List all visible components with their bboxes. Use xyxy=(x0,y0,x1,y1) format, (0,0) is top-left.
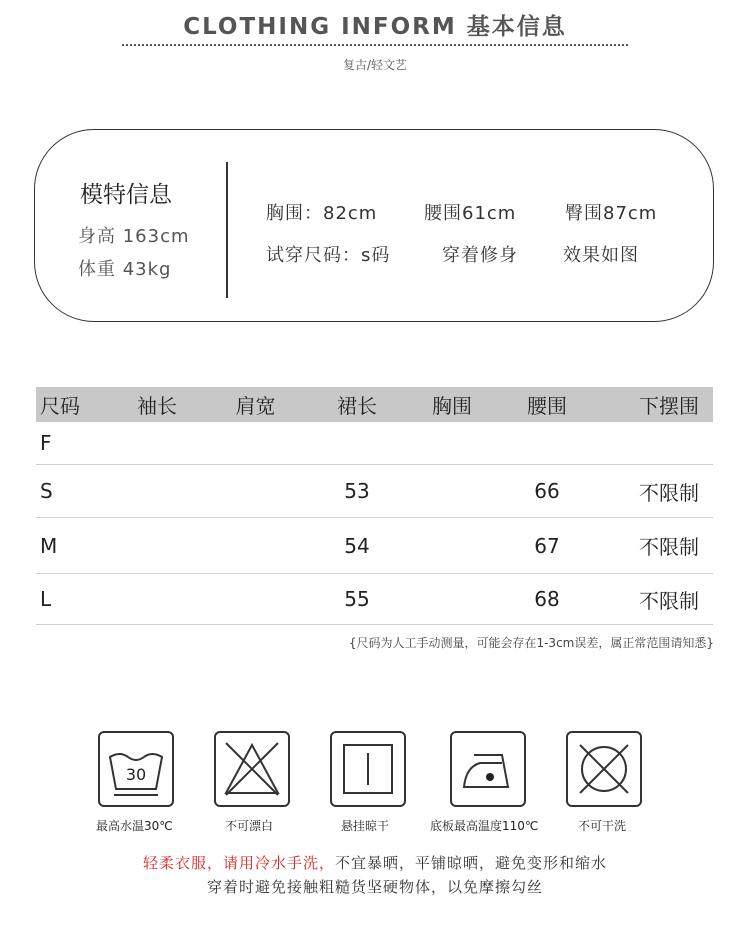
waist-cell: 68 xyxy=(534,587,560,611)
model-waist: 腰围61cm xyxy=(424,203,517,224)
waist-cell: 66 xyxy=(534,479,560,503)
no-bleach-icon xyxy=(214,731,290,807)
size-table xyxy=(36,387,713,625)
measurement-note: {尺码为人工手动测量，可能会存在1-3cm误差，属正常范围请知悉} xyxy=(348,636,714,650)
iron-label: 底板最高温度110℃ xyxy=(430,819,539,833)
wash-label: 最高水温30℃ xyxy=(96,819,173,833)
hang-dry-icon xyxy=(330,731,406,807)
size-cell: M xyxy=(40,533,58,558)
table-row xyxy=(36,518,713,574)
model-height: 身高 163cm xyxy=(78,226,190,247)
hem-cell: 不限制 xyxy=(639,535,699,559)
length-cell: 55 xyxy=(344,587,370,611)
waist-cell: 67 xyxy=(534,533,560,558)
iron-110-icon xyxy=(450,731,526,807)
length-cell: 54 xyxy=(344,533,370,558)
size-table-header xyxy=(36,387,713,422)
header-hem: 下摆围 xyxy=(639,394,699,418)
model-info-title: 模特信息 xyxy=(80,182,172,208)
wash-temp-value: 30 xyxy=(125,765,147,784)
size-cell: L xyxy=(40,587,52,611)
wash-30-icon xyxy=(98,731,174,807)
model-bust: 胸围：82cm xyxy=(266,203,378,224)
header-shoulder: 肩宽 xyxy=(235,394,276,418)
dotted-divider xyxy=(122,44,628,46)
header-size: 尺码 xyxy=(40,394,80,418)
length-cell: 53 xyxy=(344,479,370,503)
table-row xyxy=(36,422,713,465)
no-dry-clean-label: 不可干洗 xyxy=(578,819,627,833)
model-effect: 效果如图 xyxy=(563,245,639,266)
model-size-tried: 试穿尺码：s码 xyxy=(266,245,391,266)
size-cell: F xyxy=(40,431,52,455)
model-weight: 体重 43kg xyxy=(78,259,172,280)
header-bust: 胸围 xyxy=(432,394,472,418)
header-waist: 腰围 xyxy=(527,394,567,418)
model-card-divider xyxy=(226,162,228,298)
header-length: 裙长 xyxy=(337,394,377,418)
care-warning-red: 轻柔衣服，请用冷水手洗， xyxy=(142,854,335,872)
hem-cell: 不限制 xyxy=(639,588,699,613)
header-sleeve: 袖长 xyxy=(137,394,177,418)
style-subtitle: 复古/轻文艺 xyxy=(342,58,408,72)
care-instructions-line1 xyxy=(0,852,750,873)
no-dry-clean-icon xyxy=(566,731,642,807)
hang-dry-label: 悬挂晾干 xyxy=(341,819,390,833)
size-cell: S xyxy=(40,479,53,503)
table-row xyxy=(36,574,713,625)
model-hip: 臀围87cm xyxy=(565,203,658,224)
hem-cell: 不限制 xyxy=(639,480,699,505)
no-bleach-label: 不可漂白 xyxy=(225,819,274,833)
page-title: CLOTHING INFORM 基本信息 xyxy=(183,14,567,40)
care-warning-rest: 不宜暴晒，平铺晾晒，避免变形和缩水 xyxy=(335,854,608,872)
table-row xyxy=(36,465,713,518)
care-instructions-line2: 穿着时避免接触粗糙货坚硬物体，以免摩擦勾丝 xyxy=(206,878,543,896)
model-fit: 穿着修身 xyxy=(442,245,518,266)
